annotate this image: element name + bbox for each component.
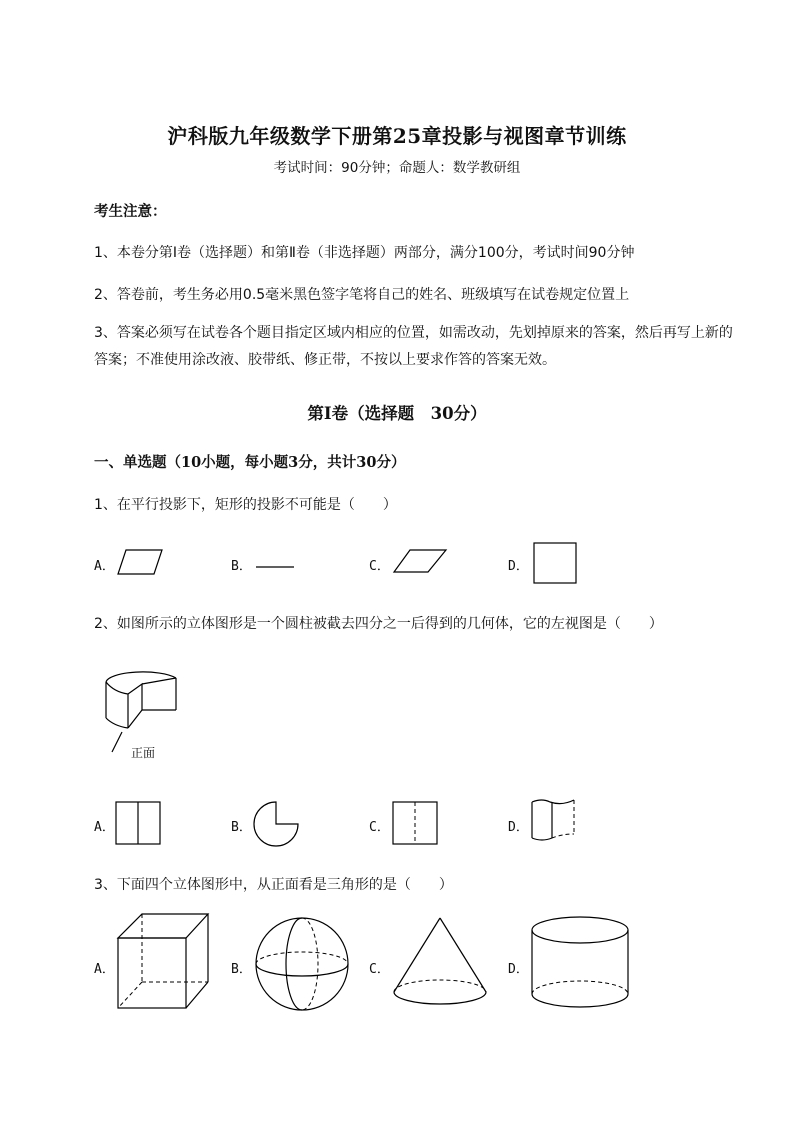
page-title: 沪科版九年级数学下册第25章投影与视图章节训练 <box>167 124 627 148</box>
q2-option-d-figure <box>528 796 578 846</box>
question-2-stem: 2、如图所示的立体图形是一个圆柱被截去四分之一后得到的几何体，它的左视图是（ ） <box>94 616 663 632</box>
q1-option-c-label: C． <box>369 559 390 574</box>
q2-option-c-figure <box>391 800 439 846</box>
notice-item-3: 3、答案必须写在试卷各个题目指定区域内相应的位置，如需改动，先划掉原来的答案，然后再写上新的答案；不准使用涂改液、胶带纸、修正带，不按以上要求作答的答案无效。 <box>94 325 733 368</box>
q1-option-c-figure <box>392 548 448 578</box>
notice-item-1: 1、本卷分第I卷（选择题）和第Ⅱ卷（非选择题）两部分，满分100分，考试时间90分钟 <box>94 245 635 261</box>
q1-option-b-figure <box>254 560 296 572</box>
q3-option-a-label: A． <box>94 962 115 977</box>
question-group-title: 一、单选题（10小题，每小题3分，共计30分） <box>94 454 406 471</box>
q2-option-a-label: A． <box>94 820 115 835</box>
q1-option-a-label: A． <box>94 559 115 574</box>
q2-option-c-label: C． <box>369 820 390 835</box>
q2-option-b-label: B． <box>231 820 252 835</box>
q1-option-d-figure <box>532 541 578 585</box>
exam-info: 考试时间：90分钟；命题人：数学教研组 <box>273 160 521 176</box>
q3-option-b-label: B． <box>231 962 252 977</box>
q2-front-label: 正面 <box>131 746 156 760</box>
q3-cone-figure <box>390 914 492 1014</box>
q1-option-d-label: D． <box>508 559 529 574</box>
q3-cube-figure <box>114 912 210 1012</box>
section-title: 第I卷（选择题 30分） <box>307 404 487 423</box>
question-1-stem: 1、在平行投影下，矩形的投影不可能是（ ） <box>94 497 397 513</box>
question-3-stem: 3、下面四个立体图形中，从正面看是三角形的是（ ） <box>94 877 453 893</box>
q1-option-b-label: B． <box>231 559 252 574</box>
notice-item-2: 2、答卷前，考生务必用0.5毫米黑色签字笔将自己的姓名、班级填写在试卷规定位置上 <box>94 287 630 303</box>
q2-option-b-figure <box>252 800 300 846</box>
q2-option-a-figure <box>114 800 162 846</box>
q3-cylinder-figure <box>528 914 632 1014</box>
q3-option-c-label: C． <box>369 962 390 977</box>
q2-option-d-label: D． <box>508 820 529 835</box>
q1-option-a-figure <box>116 548 166 578</box>
q3-option-d-label: D． <box>508 962 529 977</box>
notice-heading: 考生注意： <box>94 203 167 220</box>
q3-sphere-figure <box>252 914 352 1014</box>
